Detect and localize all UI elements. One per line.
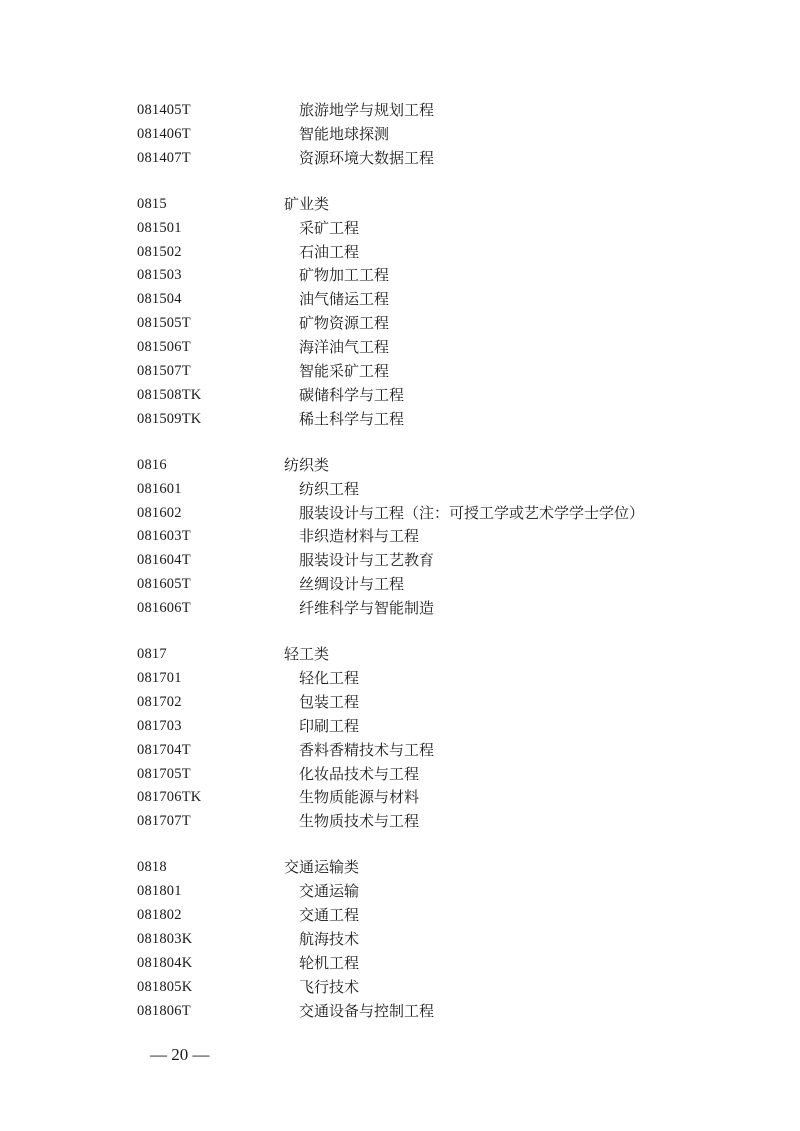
major-code: 081602: [137, 504, 182, 521]
major-name: 石油工程: [299, 242, 360, 261]
category-code: 0816: [137, 456, 167, 473]
major-name: 生物质技术与工程: [299, 812, 420, 831]
major-name: 纤维科学与智能制造: [299, 599, 435, 618]
major-name: 服装设计与工程（注：可授工学或艺术学学士学位）: [299, 503, 645, 522]
major-code: 081504: [137, 291, 182, 308]
major-name: 服装设计与工艺教育: [299, 551, 435, 570]
major-code: 081806T: [137, 1002, 191, 1019]
major-name: 纺织工程: [299, 479, 360, 498]
major-name: 航海技术: [299, 929, 360, 948]
major-code: 081704T: [137, 741, 191, 758]
major-row: [0, 501, 800, 525]
major-code: 081705T: [137, 765, 191, 782]
major-name: 稀土科学与工程: [299, 409, 405, 428]
major-row: [0, 762, 800, 786]
major-row: [0, 927, 800, 951]
major-code: 081802: [137, 907, 182, 923]
major-row: [0, 122, 800, 146]
major-row: [0, 690, 800, 714]
major-name: 智能地球探测: [299, 124, 390, 143]
category-heading: [0, 453, 800, 477]
major-name: 采矿工程: [299, 218, 360, 237]
major-row: [0, 572, 800, 596]
major-code: 081803K: [137, 930, 193, 947]
major-row: [0, 951, 800, 975]
category-title: 纺织类: [284, 455, 330, 474]
major-name: 矿物加工工程: [299, 266, 390, 285]
major-name: 碳储科学与工程: [299, 385, 405, 404]
major-code: 081702: [137, 693, 182, 710]
major-name: 印刷工程: [299, 716, 360, 735]
major-code: 081502: [137, 243, 182, 260]
major-row: [0, 240, 800, 264]
major-row: [0, 359, 800, 383]
major-name: 海洋油气工程: [299, 338, 390, 357]
major-name: 生物质能源与材料: [299, 788, 420, 807]
major-code: 081703: [137, 717, 182, 734]
major-code: 081706TK: [137, 789, 202, 806]
major-name: 资源环境大数据工程: [299, 148, 435, 167]
page-number: — 20 —: [150, 1045, 210, 1064]
major-code: 081604T: [137, 552, 191, 569]
major-row: [0, 999, 800, 1023]
major-code: 081603T: [137, 528, 191, 545]
major-name: 交通运输: [299, 882, 360, 901]
major-row: [0, 975, 800, 999]
major-row: [0, 785, 800, 809]
major-name: 化妆品技术与工程: [299, 764, 420, 783]
major-row: [0, 666, 800, 690]
category-code: 0815: [137, 195, 167, 212]
major-code: 081509TK: [137, 410, 202, 427]
major-name: 飞行技术: [299, 977, 360, 996]
major-code: 081503: [137, 267, 182, 284]
major-row: [0, 263, 800, 287]
category-heading: [0, 192, 800, 216]
major-name: 香料香精技术与工程: [299, 740, 435, 759]
major-name: 丝绸设计与工程: [299, 575, 405, 594]
major-code: 081508TK: [137, 386, 202, 403]
major-code: 081601: [137, 480, 182, 497]
major-row: [0, 879, 800, 903]
major-row: [0, 738, 800, 762]
major-name: 交通设备与控制工程: [299, 1001, 435, 1020]
category-code: 0817: [137, 646, 167, 662]
major-code: 081605T: [137, 576, 191, 593]
major-code: 081505T: [137, 315, 191, 332]
category-title: 交通运输类: [284, 858, 360, 877]
major-row: [0, 287, 800, 311]
major-row: [0, 809, 800, 833]
major-name: 矿物资源工程: [299, 314, 390, 333]
major-code: 081407T: [137, 149, 191, 166]
major-row: [0, 383, 800, 407]
category-heading: [0, 855, 800, 879]
major-code: 081405T: [137, 102, 191, 118]
major-row: [0, 407, 800, 431]
major-name: 轮机工程: [299, 953, 360, 972]
major-row: [0, 335, 800, 359]
major-row: [0, 477, 800, 501]
category-heading: [0, 642, 800, 666]
major-row: [0, 216, 800, 240]
major-name: 轻化工程: [299, 668, 360, 687]
major-row: [0, 714, 800, 738]
major-name: 油气储运工程: [299, 290, 390, 309]
major-code: 081707T: [137, 813, 191, 830]
major-code: 081701: [137, 669, 182, 686]
major-name: 交通工程: [299, 906, 360, 924]
major-code: 081406T: [137, 125, 191, 142]
major-row: [0, 903, 800, 927]
category-title: 轻工类: [284, 645, 330, 663]
major-name: 非织造材料与工程: [299, 527, 420, 546]
major-row: [0, 524, 800, 548]
major-row: [0, 548, 800, 572]
major-name: 智能采矿工程: [299, 362, 390, 380]
major-row: [0, 146, 800, 170]
major-code: 081805K: [137, 978, 193, 995]
major-row: [0, 596, 800, 620]
major-name: 包装工程: [299, 692, 360, 711]
major-code: 081507T: [137, 363, 191, 379]
major-name: 旅游地学与规划工程: [299, 101, 435, 119]
major-row: [0, 311, 800, 335]
category-code: 0818: [137, 859, 167, 876]
major-row: [0, 98, 800, 122]
major-code: 081501: [137, 219, 182, 236]
category-title: 矿业类: [284, 194, 330, 213]
major-code: 081804K: [137, 954, 193, 971]
major-code: 081801: [137, 883, 182, 900]
major-code: 081606T: [137, 600, 191, 617]
major-code: 081506T: [137, 339, 191, 356]
